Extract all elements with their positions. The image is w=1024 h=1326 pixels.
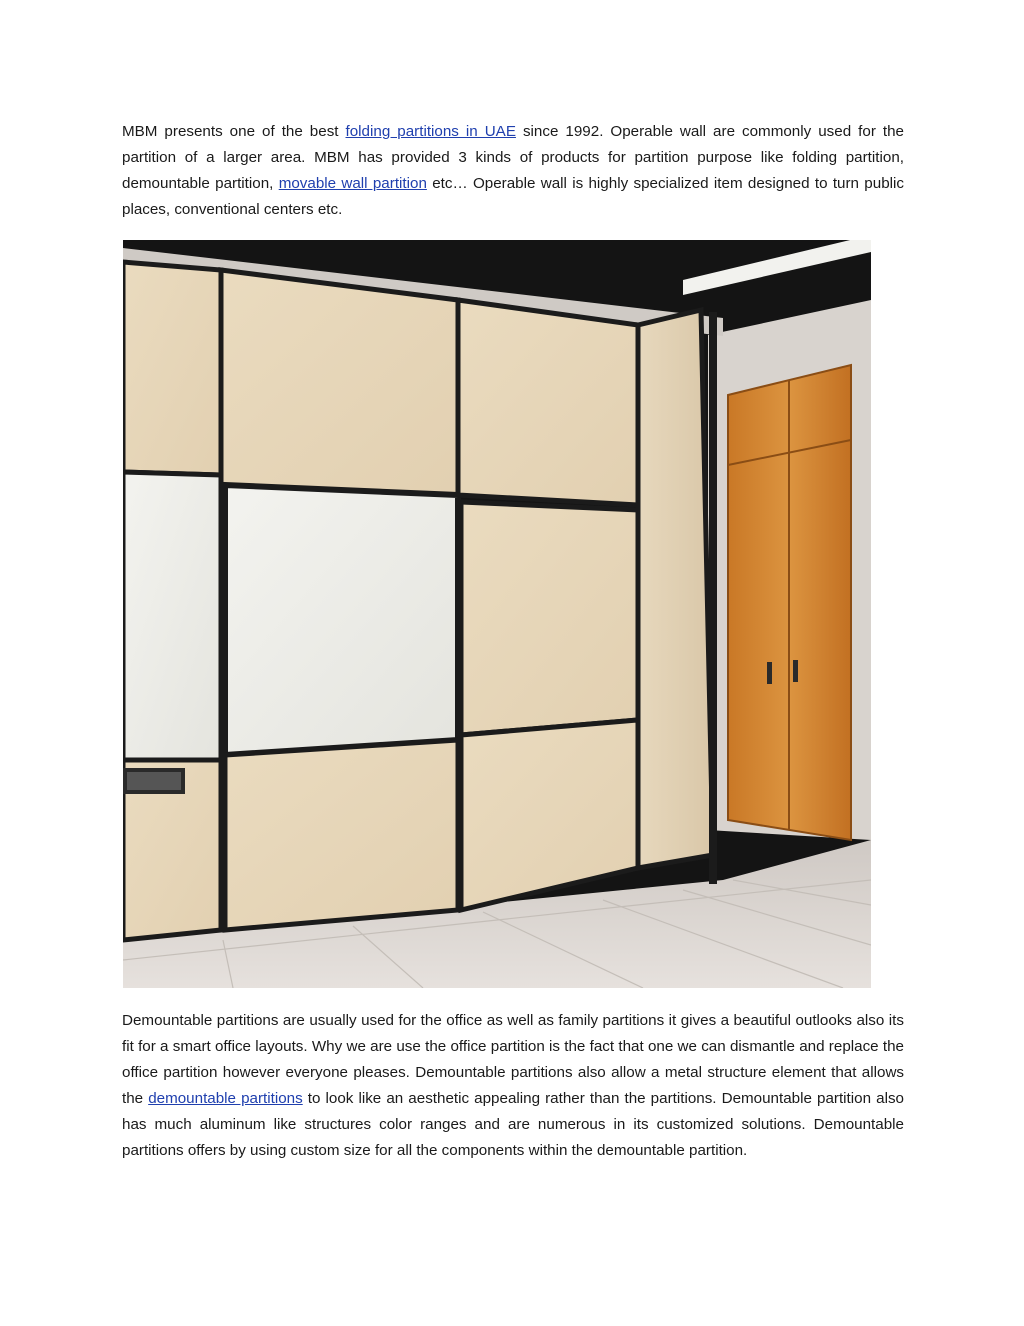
- paragraph-text: MBM presents one of the best: [122, 123, 346, 140]
- paragraph-text: Demountable partitions are usually used for the office as well as family partitions it gives a beautiful outlooks also its fit for a smart office layouts. Why we are use the office partition is the fact that one we can dismantle and replace the office partition however everyone pleases. Demountable partitions also allow a metal structure element that allows the: [122, 1012, 904, 1107]
- paragraph-text: since 1992. Operable wall are commonly used for the partition of a larger area. MBM has provided 3 kinds of products for partition purpose like folding partition, demountable partition,: [122, 123, 904, 192]
- movable-wall-partition-link[interactable]: movable wall partition: [278, 175, 427, 192]
- demountable-partitions-link[interactable]: demountable partitions: [148, 1090, 303, 1107]
- folding-partition-photo: [123, 240, 871, 988]
- wooden-door: [728, 365, 851, 840]
- partition-panels: [123, 262, 717, 940]
- demountable-paragraph: [122, 1008, 904, 1164]
- intro-paragraph: [122, 119, 904, 223]
- folding-partitions-link[interactable]: folding partitions in UAE: [345, 123, 516, 140]
- paragraph-text: etc… Operable wall is highly specialized item designed to turn public places, conventional centers etc.: [122, 175, 904, 218]
- paragraph-text: to look like an aesthetic appealing rather than the partitions. Demountable partition also has much aluminum like structures color ranges and are numerous in its customized solutions. Demountable partitions offers by using custom size for all the components within the demountable partition.: [122, 1090, 904, 1159]
